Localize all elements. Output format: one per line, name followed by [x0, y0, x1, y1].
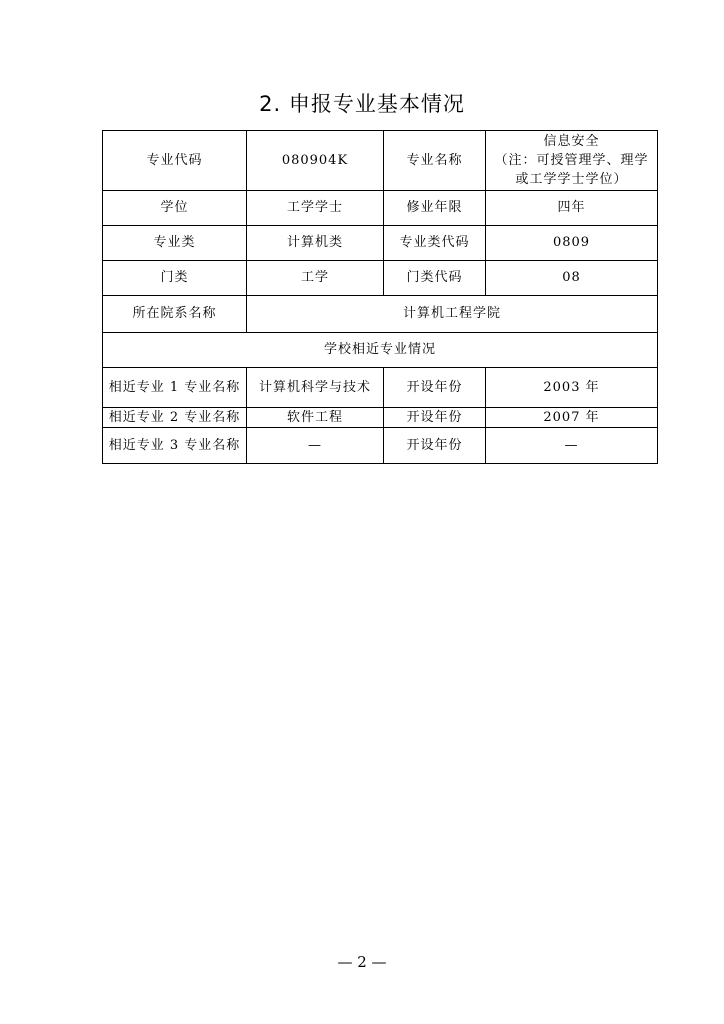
table-row-section-header — [103, 333, 658, 368]
related-year-label: 开设年份 — [384, 368, 486, 408]
table-row — [103, 368, 658, 408]
value-major-name — [486, 131, 658, 191]
major-name-line3: 或工学学士学位） — [515, 172, 628, 187]
related-major-label: 相近专业 2 专业名称 — [103, 408, 247, 428]
label-degree: 学位 — [103, 191, 247, 226]
value-duration: 四年 — [486, 191, 658, 226]
page-title: 2. 申报专业基本情况 — [259, 92, 465, 116]
label-major-name: 专业名称 — [384, 131, 486, 191]
table-row-major — [103, 131, 658, 191]
table-row-degree — [103, 191, 658, 226]
related-year: 2007 年 — [486, 408, 658, 428]
major-name-line2: （注：可授管理学、理学 — [494, 153, 649, 168]
value-category-code: 0809 — [486, 226, 658, 261]
related-major-label: 相近专业 1 专业名称 — [103, 368, 247, 408]
label-discipline: 门类 — [103, 261, 247, 296]
related-year-label: 开设年份 — [384, 428, 486, 464]
table-row — [103, 428, 658, 464]
table-row-discipline — [103, 261, 658, 296]
table-row-category — [103, 226, 658, 261]
page-number: — 2 — — [337, 953, 387, 971]
label-discipline-code: 门类代码 — [384, 261, 486, 296]
label-category: 专业类 — [103, 226, 247, 261]
label-category-code: 专业类代码 — [384, 226, 486, 261]
related-year-label: 开设年份 — [384, 408, 486, 428]
value-discipline-code: 08 — [486, 261, 658, 296]
related-major-name: 软件工程 — [247, 408, 384, 428]
value-category: 计算机类 — [247, 226, 384, 261]
value-major-code: 080904K — [247, 131, 384, 191]
related-major-name: — — [247, 428, 384, 464]
table-row — [103, 408, 658, 428]
label-major-code: 专业代码 — [103, 131, 247, 191]
major-info-table — [102, 130, 658, 464]
label-department: 所在院系名称 — [103, 296, 247, 333]
related-year: 2003 年 — [486, 368, 658, 408]
value-discipline: 工学 — [247, 261, 384, 296]
value-department: 计算机工程学院 — [247, 296, 658, 333]
related-year: — — [486, 428, 658, 464]
related-major-label: 相近专业 3 专业名称 — [103, 428, 247, 464]
value-degree: 工学学士 — [247, 191, 384, 226]
section-header: 学校相近专业情况 — [103, 333, 658, 368]
related-major-name: 计算机科学与技术 — [247, 368, 384, 408]
table-row-department — [103, 296, 658, 333]
label-duration: 修业年限 — [384, 191, 486, 226]
major-name-line1: 信息安全 — [543, 134, 600, 149]
